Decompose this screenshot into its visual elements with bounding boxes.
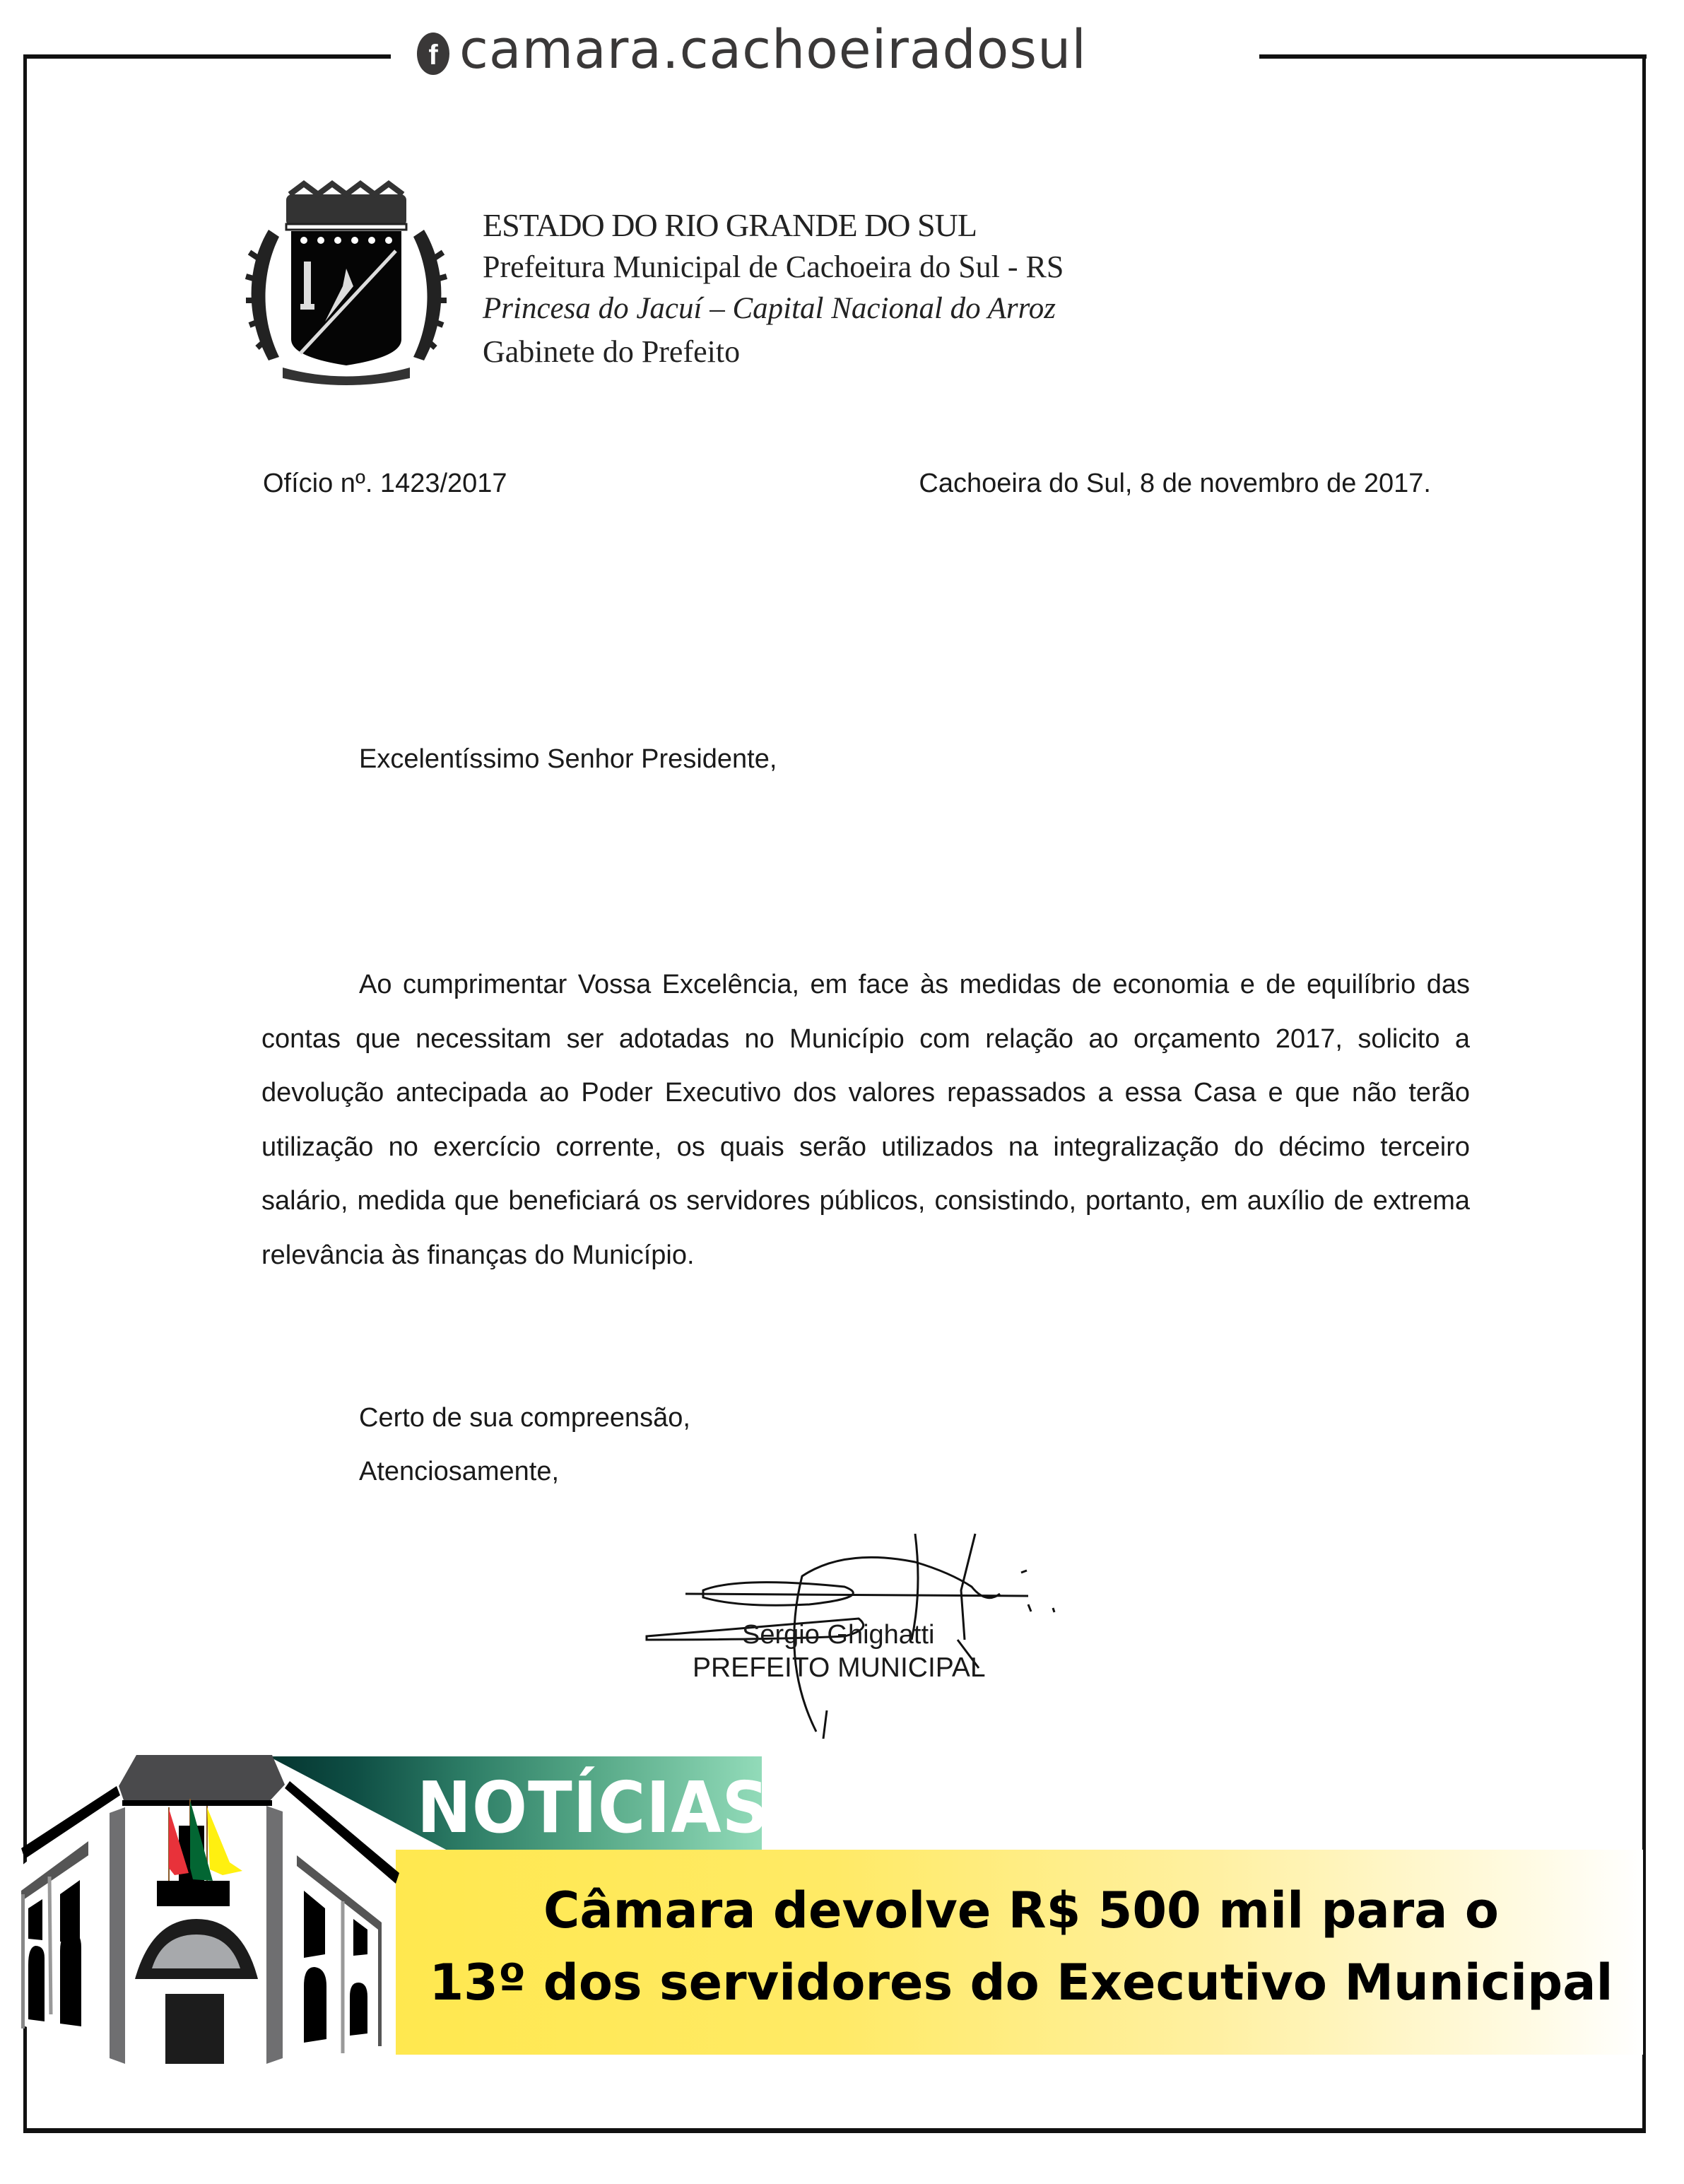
letter-salutation: Excelentíssimo Senhor Presidente, xyxy=(359,744,777,774)
laurel-right xyxy=(413,230,447,360)
coat-of-arms-icon xyxy=(240,180,452,392)
letterhead-state: ESTADO DO RIO GRANDE DO SUL xyxy=(483,207,977,243)
letterhead-prefeitura: Prefeitura Municipal de Cachoeira do Sul - RS xyxy=(483,249,1064,284)
letter-body: Ao cumprimentar Vossa Excelência, em face às medidas de economia e de equilíbrio das contas que necessitam ser adotadas no Município com relação ao orçamento 2017, solicito a devolução antecipada ao Poder Executivo dos valores repassados a essa Casa e que não terão utilização no exercício corrente, os quais serão utilizados na integralização do décimo terceiro salário, medida que beneficiará os servidores públicos, consistindo, portanto, em auxílio de extrema relevância às finanças do Município. xyxy=(261,970,1470,1270)
frame-top-left-line xyxy=(23,54,391,59)
letter-place-date: Cachoeira do Sul, 8 de novembro de 2017. xyxy=(919,469,1431,498)
letterhead-office: Gabinete do Prefeito xyxy=(483,334,741,369)
frame-bottom-line xyxy=(23,2128,1646,2133)
social-handle[interactable]: camara.cachoeiradosul xyxy=(459,18,1087,81)
laurel-left xyxy=(246,230,279,360)
frame-top-right-line xyxy=(1259,54,1647,59)
letter-valediction: Atenciosamente, xyxy=(359,1457,560,1486)
chamber-building-icon xyxy=(18,1749,413,2064)
signer-title: PREFEITO MUNICIPAL xyxy=(693,1652,986,1683)
facebook-glyph: f xyxy=(428,40,438,71)
crown xyxy=(286,194,406,226)
letter-closing: Certo de sua compreensão, xyxy=(359,1403,690,1433)
letter-reference: Ofício nº. 1423/2017 xyxy=(263,469,507,498)
headline-line-1: Câmara devolve R$ 500 mil para o xyxy=(543,1881,1499,1939)
frame-right-line xyxy=(1642,54,1646,2132)
facebook-icon[interactable] xyxy=(417,33,449,75)
signer-name: Sergio Ghighatti xyxy=(742,1620,935,1650)
headline-line-2: 13º dos servidores do Executivo Municipal xyxy=(429,1954,1613,2012)
section-label: NOTÍCIAS xyxy=(417,1766,770,1849)
letterhead-motto: Princesa do Jacuí – Capital Nacional do Arroz xyxy=(483,292,1056,325)
